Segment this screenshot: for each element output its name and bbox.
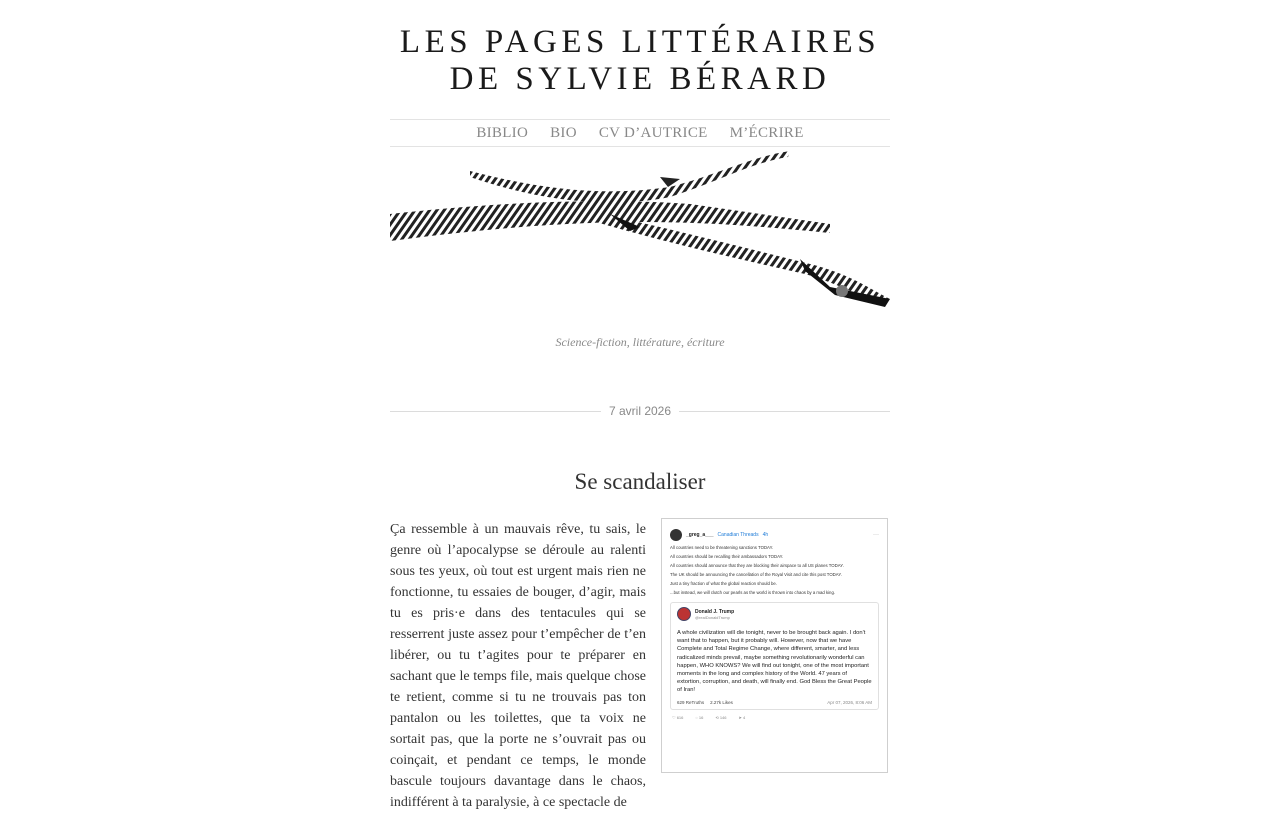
embedded-line: All countries should announce that they are blocking their airspace to all US planes TODAY. [670,563,844,568]
quoted-post [670,602,879,710]
reply-icon: ◌ 16 [695,714,704,720]
footer-count: 616 [676,714,684,720]
embedded-line: The UK should be announcing the cancellation of the Royal Visit and cite this post TODAY. [670,572,842,577]
embedded-post-lines [662,545,887,596]
post-date[interactable]: 7 avril 2026 [608,404,672,418]
more-icon: ··· [873,532,879,538]
embedded-line: All countries should be recalling their ambassadors TODAY. [670,554,784,559]
quoted-text: A whole civilization will die tonight, never to be brought back again. I don't want that to happen, but it probably will. However, now that we have Complete and Total Regime Change, where different, smarter, and less radicalized minds prevail, maybe something revolutionarily wonderful can happen, WHO KNOWS? We will find out tonight, one of the most important moments in the long and complex history of the World. 47 years of extortion, corruption, and death, will finally end. God Bless the Great People of Iran! [677,630,872,694]
page-container [390,0,890,813]
avatar [677,607,691,621]
footer-count: 16 [698,714,704,720]
nav-item-biblio[interactable]: BIBLIO [476,124,529,141]
nav-item-contact[interactable]: M’ÉCRIRE [729,124,804,141]
embedded-post-footer [662,710,887,725]
quoted-date: Apr 07, 2026, 8:06 AM [827,699,872,705]
embedded-age: 4h [762,532,769,538]
quoted-author: Donald J. Trump [695,608,735,615]
quoted-handle: @realDonaldTrump [695,614,730,620]
site-title-link[interactable]: LES PAGES LITTÉRAIRES DE SYLVIE BÉRARD [399,24,881,97]
like-count: 2.27k Likes [710,699,733,705]
post-title-link[interactable]: Se scandaliser [574,469,706,494]
main-nav [390,119,890,147]
date-divider-right [679,411,890,412]
embedded-line: All countries need to be threatening sanctions TODAY. [670,545,774,550]
site-tagline: Science-fiction, littérature, écriture [555,335,725,349]
embedded-author: _greg_a___ [686,532,714,538]
avatar [670,529,682,541]
footer-count: 4 [742,714,746,720]
embedded-post-header [662,519,887,545]
header-rope-image [390,149,890,309]
post-date-row [390,404,890,418]
nav-item-bio[interactable]: BIO [550,124,577,141]
date-divider-left [390,411,601,412]
embedded-line: Just a tiny fraction of what the global reaction should be. [670,581,778,586]
post-body [390,519,890,813]
post-paragraph: Ça ressemble à un mauvais rêve, tu sais, le genre où l’apocalypse se déroule au ralenti sous tes yeux, où tout est urgent mais rien ne fonctionne, tu essaies de bouger, d’agir, mais tu es pris·e dans des tentacules qui se resserrent juste assez pour t’empêcher de t’en libérer, ou tu t’agites pour te préparer en sachant que le temps file, mais quelque chose te retient, comme si tu ne trouvais pas ton pantalon ou les toilettes, que ta voix ne sortait pas, que la porte ne s’ouvrait pas ou coinçait, et pendant ce temps, le monde bascule toujours davantage dans le chaos, indifférent à ta paralysie, à ce spectacle de [390,522,646,810]
site-title[interactable] [390,0,890,98]
footer-count: 146 [719,714,727,720]
repost-icon: ⟲ 146 [715,714,727,720]
quoted-post-header [677,607,872,621]
post-screenshot-image[interactable] [661,518,888,773]
retruth-count: 629 ReTruths [677,699,705,705]
quoted-stats [677,700,872,705]
embedded-line: ...but instead, we will clutch our pearls as the world is thrown into chaos by a mad king. [670,590,836,595]
share-icon: ➤ 4 [738,714,746,720]
post-title[interactable] [390,469,890,495]
like-icon: ♡ 616 [672,714,684,720]
nav-item-cv[interactable]: CV D’AUTRICE [598,124,708,141]
embedded-channel: Canadian Threads [717,532,759,538]
